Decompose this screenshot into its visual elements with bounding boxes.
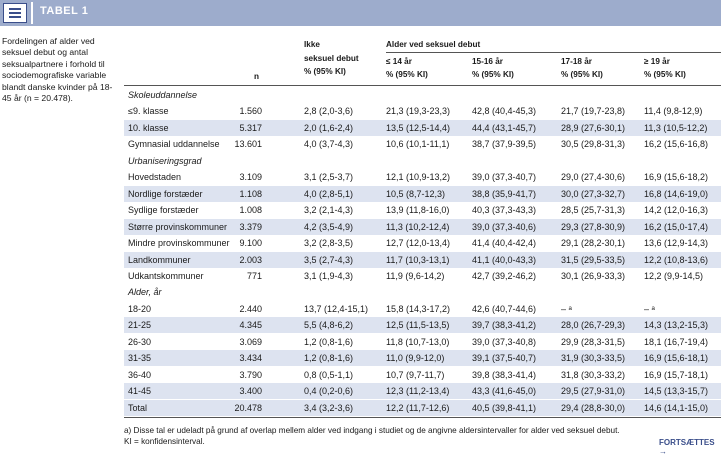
cell-age-14: 11,9 (9,6-14,2) [386, 270, 445, 281]
table-row [124, 367, 721, 383]
cell-age-19: 11,3 (10,5-12,2) [644, 122, 708, 133]
cell-n: 771 [246, 270, 262, 281]
cell-age-19: 16,9 (15,6-18,2) [644, 172, 709, 183]
cell-age-14: 10,6 (10,1-11,1) [386, 139, 450, 150]
list-icon [3, 3, 27, 23]
row-label: Landkommuner [128, 254, 191, 265]
cell-age-17-18: 28,9 (27,6-30,1) [561, 122, 626, 133]
cell-age-17-18: 31,9 (30,3-33,5) [561, 353, 626, 364]
table-row [124, 136, 721, 152]
table-row [124, 186, 721, 202]
table-section-row [124, 153, 721, 169]
age-col-header: ≤ 14 år [386, 57, 412, 66]
row-label: 21-25 [128, 320, 152, 331]
table-description: Fordelingen af alder ved seksuel debut og antal seksualpartnere i forhold til sociodemografiske variable blandt danske kvinder på 18-45 år (n = 20.478). [2, 36, 113, 104]
cell-age-14: 13,9 (11,8-16,0) [386, 205, 450, 216]
cell-age-14: 13,5 (12,5-14,4) [386, 122, 451, 133]
cell-age-15-16: 39,7 (38,3-41,2) [472, 320, 537, 331]
cell-age-14: 11,0 (9,9-12,0) [386, 353, 445, 364]
table-row [124, 383, 721, 399]
cell-n: 9.100 [239, 238, 262, 249]
cell-n: 20.478 [234, 402, 262, 413]
table-row [124, 334, 721, 350]
header-divider [31, 2, 33, 24]
col-ikke-header-2: seksuel debut [304, 54, 359, 63]
cell-n: 4.345 [239, 320, 262, 331]
footnote-ki: KI = konfidensinterval. [124, 436, 205, 446]
row-label: Skoleuddannelse [128, 90, 198, 100]
cell-age-14: 21,3 (19,3-23,3) [386, 106, 451, 117]
cell-age-19: 18,1 (16,7-19,4) [644, 336, 709, 347]
cell-ikke: 4,2 (3,5-4,9) [304, 221, 354, 232]
cell-age-14: 12,5 (11,5-13,5) [386, 320, 450, 331]
row-label: 26-30 [128, 336, 152, 347]
cell-age-15-16: 42,7 (39,2-46,2) [472, 270, 537, 281]
row-label: Alder, år [128, 287, 162, 298]
cell-age-15-16: 43,3 (41,6-45,0) [472, 386, 537, 397]
cell-age-19: 16,9 (15,7-18,1) [644, 369, 709, 380]
cell-ikke: 4,0 (3,7-4,3) [304, 139, 354, 150]
table-section-row [124, 87, 721, 103]
row-label: 31-35 [128, 353, 152, 364]
cell-age-15-16: 41,1 (40,0-43,3) [472, 254, 537, 265]
cell-n: 2.440 [239, 303, 262, 314]
cell-ikke: 2,0 (1,6-2,4) [304, 122, 354, 133]
cell-age-14: 11,7 (10,3-13,1) [386, 254, 450, 265]
col-n-header: n [254, 72, 260, 81]
col-ikke-header-1: Ikke [304, 40, 320, 49]
cell-age-19: 16,8 (14,6-19,0) [644, 188, 709, 199]
row-label: 36-40 [128, 369, 152, 380]
cell-ikke: 4,0 (2,8-5,1) [304, 188, 354, 199]
table-row [124, 169, 721, 185]
table-bottom-rule [124, 417, 721, 418]
table-row [124, 301, 721, 317]
cell-age-17-18: 31,8 (30,3-33,2) [561, 369, 626, 380]
cell-ikke: 1,2 (0,8-1,6) [304, 353, 354, 364]
cell-n: 3.069 [239, 336, 262, 347]
cell-ikke: 3,2 (2,8-3,5) [304, 238, 354, 249]
table-row [124, 219, 721, 235]
row-label: Gymnasial uddannelse [128, 139, 220, 150]
age-col-subheader: % (95% KI) [472, 70, 514, 79]
cell-ikke: 3,1 (1,9-4,3) [304, 270, 354, 281]
row-label: Urbaniseringsgrad [128, 155, 202, 166]
cell-ikke: 0,4 (0,2-0,6) [304, 386, 354, 397]
continue-link[interactable]: FORTSÆTTES → [659, 438, 715, 456]
age-col-header: 17-18 år [561, 57, 592, 66]
group-title-rule [386, 52, 721, 53]
age-col-header: 15-16 år [472, 57, 503, 66]
row-label: Sydlige forstæder [128, 205, 199, 216]
cell-n: 3.379 [239, 221, 262, 232]
row-label: Hovedstaden [128, 172, 182, 183]
age-col-subheader: % (95% KI) [644, 70, 686, 79]
header-bottom-rule [124, 85, 721, 86]
cell-age-15-16: 39,1 (37,5-40,7) [472, 353, 537, 364]
cell-age-14: 10,5 (8,7-12,3) [386, 188, 446, 199]
cell-age-15-16: 38,8 (35,9-41,7) [472, 188, 537, 199]
row-label: Total [128, 402, 148, 413]
cell-n: 3.400 [239, 386, 262, 397]
cell-n: 3.790 [239, 369, 262, 380]
cell-age-17-18: 28,5 (25,7-31,3) [561, 205, 626, 216]
cell-n: 13.601 [234, 139, 262, 150]
cell-n: 3.434 [239, 353, 262, 364]
table-row [124, 252, 721, 268]
cell-ikke: 3,1 (2,5-3,7) [304, 172, 354, 183]
cell-age-19: 16,9 (15,6-18,1) [644, 353, 709, 364]
table-total-row [124, 400, 721, 416]
cell-age-14: 12,3 (11,2-13,4) [386, 386, 450, 397]
table-section-row [124, 284, 721, 300]
row-label: 41-45 [128, 386, 152, 397]
cell-age-14: 11,8 (10,7-13,0) [386, 336, 450, 347]
cell-age-19: – ᵃ [644, 303, 655, 314]
cell-age-19: 14,5 (13,3-15,7) [644, 386, 709, 397]
cell-age-19: 12,2 (9,9-14,5) [644, 270, 704, 281]
cell-age-15-16: 44,4 (43,1-45,7) [472, 122, 537, 133]
cell-age-17-18: 29,5 (27,9-31,0) [561, 386, 626, 397]
row-label: ≤9. klasse [128, 106, 169, 117]
cell-age-19: 14,3 (13,2-15,3) [644, 320, 709, 331]
age-col-header: ≥ 19 år [644, 57, 670, 66]
table-row [124, 103, 721, 119]
cell-age-15-16: 40,3 (37,3-43,3) [472, 205, 537, 216]
cell-age-15-16: 39,0 (37,3-40,8) [472, 336, 537, 347]
cell-age-19: 16,2 (15,6-16,8) [644, 139, 709, 150]
cell-age-17-18: 30,5 (29,8-31,3) [561, 139, 626, 150]
cell-ikke: 1,2 (0,8-1,6) [304, 336, 354, 347]
cell-age-15-16: 38,7 (37,9-39,5) [472, 139, 537, 150]
cell-age-14: 10,7 (9,7-11,7) [386, 369, 445, 380]
cell-age-14: 15,8 (14,3-17,2) [386, 303, 451, 314]
cell-age-15-16: 40,5 (39,8-41,1) [472, 402, 537, 413]
table-row [124, 235, 721, 251]
row-label: Mindre provinskommuner [128, 238, 230, 249]
table-header-bar [0, 0, 721, 26]
age-col-subheader: % (95% KI) [561, 70, 603, 79]
cell-n: 5.317 [239, 122, 262, 133]
cell-age-17-18: – ᵃ [561, 303, 572, 314]
cell-age-15-16: 39,0 (37,3-40,7) [472, 172, 537, 183]
cell-age-15-16: 41,4 (40,4-42,4) [472, 238, 537, 249]
cell-n: 1.008 [239, 205, 262, 216]
cell-age-17-18: 30,1 (26,9-33,3) [561, 270, 626, 281]
cell-age-15-16: 39,0 (37,3-40,6) [472, 221, 537, 232]
cell-age-17-18: 29,4 (28,8-30,0) [561, 402, 626, 413]
cell-age-17-18: 29,9 (28,3-31,5) [561, 336, 626, 347]
table-row [124, 120, 721, 136]
cell-age-14: 12,1 (10,9-13,2) [386, 172, 451, 183]
cell-age-17-18: 28,0 (26,7-29,3) [561, 320, 626, 331]
row-label: 18-20 [128, 303, 152, 314]
cell-ikke: 3,2 (2,1-4,3) [304, 205, 354, 216]
cell-ikke: 2,8 (2,0-3,6) [304, 106, 354, 117]
cell-age-17-18: 29,3 (27,8-30,9) [561, 221, 626, 232]
cell-age-15-16: 42,8 (40,4-45,3) [472, 106, 537, 117]
table-row [124, 202, 721, 218]
age-group-title: Alder ved seksuel debut [386, 40, 481, 49]
cell-n: 1.560 [239, 106, 262, 117]
cell-ikke: 3,5 (2,7-4,3) [304, 254, 354, 265]
table-row [124, 350, 721, 366]
row-label: Udkantskommuner [128, 270, 204, 281]
age-col-subheader: % (95% KI) [386, 70, 428, 79]
cell-age-14: 12,7 (12,0-13,4) [386, 238, 451, 249]
cell-ikke: 5,5 (4,8-6,2) [304, 320, 354, 331]
row-label: 10. klasse [128, 122, 169, 133]
cell-n: 1.108 [239, 188, 262, 199]
cell-age-19: 14,6 (14,1-15,0) [644, 402, 709, 413]
cell-age-19: 13,6 (12,9-14,3) [644, 238, 709, 249]
cell-n: 2.003 [239, 254, 262, 265]
table-row [124, 317, 721, 333]
footnotes [124, 426, 684, 447]
row-label: Nordlige forstæder [128, 188, 203, 199]
cell-age-15-16: 42,6 (40,7-44,6) [472, 303, 537, 314]
cell-age-17-18: 30,0 (27,3-32,7) [561, 188, 626, 199]
cell-age-19: 14,2 (12,0-16,3) [644, 205, 709, 216]
cell-age-14: 11,3 (10,2-12,4) [386, 221, 450, 232]
cell-ikke: 3,4 (3,2-3,6) [304, 402, 354, 413]
cell-ikke: 0,8 (0,5-1,1) [304, 369, 354, 380]
col-ikke-header-3: % (95% KI) [304, 67, 346, 76]
cell-age-17-18: 31,5 (29,5-33,5) [561, 254, 626, 265]
table-row [124, 268, 721, 284]
footnote-a: a) Disse tal er udeladt på grund af overlap mellem alder ved indgang i studiet og de angivne aldersintervaller for alder ved seksuel debut. [124, 426, 620, 435]
cell-n: 3.109 [239, 172, 262, 183]
cell-age-17-18: 29,1 (28,2-30,1) [561, 238, 626, 249]
table-title: TABEL 1 [40, 5, 89, 17]
cell-age-19: 12,2 (10,8-13,6) [644, 254, 709, 265]
cell-age-19: 11,4 (9,8-12,9) [644, 106, 703, 117]
cell-age-19: 16,2 (15,0-17,4) [644, 221, 709, 232]
cell-age-17-18: 29,0 (27,4-30,6) [561, 172, 626, 183]
cell-age-15-16: 39,8 (38,3-41,4) [472, 369, 537, 380]
cell-age-17-18: 21,7 (19,7-23,8) [561, 106, 626, 117]
cell-ikke: 13,7 (12,4-15,1) [304, 303, 369, 314]
row-label: Større provinskommuner [128, 221, 228, 232]
cell-age-14: 12,2 (11,7-12,6) [386, 402, 450, 413]
